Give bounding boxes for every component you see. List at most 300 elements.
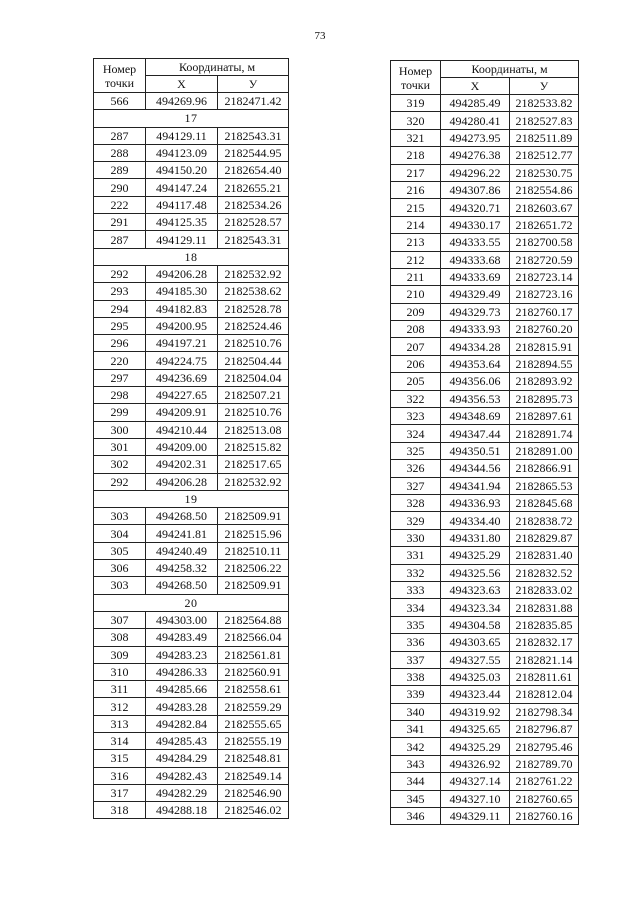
x-coordinate-cell: 494326.92 xyxy=(441,755,510,772)
y-coordinate-cell: 2182554.86 xyxy=(510,181,579,198)
x-coordinate-cell: 494333.69 xyxy=(441,268,510,285)
point-number-cell: 211 xyxy=(391,268,441,285)
point-number-cell: 338 xyxy=(391,668,441,685)
point-number-cell: 335 xyxy=(391,616,441,633)
point-number-cell: 291 xyxy=(94,214,146,231)
point-number-cell: 345 xyxy=(391,790,441,807)
table-row xyxy=(94,715,289,732)
table-row xyxy=(94,473,289,490)
y-coordinate-cell: 2182812.04 xyxy=(510,686,579,703)
y-coordinate-cell: 2182760.16 xyxy=(510,808,579,825)
y-coordinate-cell: 2182833.02 xyxy=(510,581,579,598)
x-coordinate-cell: 494325.56 xyxy=(441,564,510,581)
y-coordinate-cell: 2182513.08 xyxy=(218,421,289,438)
x-coordinate-cell: 494347.44 xyxy=(441,425,510,442)
y-coordinate-cell: 2182831.88 xyxy=(510,599,579,616)
table-row xyxy=(94,196,289,213)
point-number-cell: 208 xyxy=(391,321,441,338)
y-coordinate-cell: 2182511.89 xyxy=(510,129,579,146)
point-number-cell: 346 xyxy=(391,808,441,825)
x-coordinate-cell: 494282.29 xyxy=(146,784,218,801)
table-row xyxy=(391,199,579,216)
y-coordinate-cell: 2182546.90 xyxy=(218,784,289,801)
x-coordinate-cell: 494327.10 xyxy=(441,790,510,807)
x-coordinate-cell: 494323.63 xyxy=(441,581,510,598)
table-row xyxy=(94,162,289,179)
point-number-cell: 290 xyxy=(94,179,146,196)
table-row xyxy=(391,355,579,372)
point-number-cell: 214 xyxy=(391,216,441,233)
y-coordinate-cell: 2182700.58 xyxy=(510,234,579,251)
table-row xyxy=(391,790,579,807)
x-coordinate-cell: 494182.83 xyxy=(146,300,218,317)
point-number-cell: 339 xyxy=(391,686,441,703)
y-coordinate-cell: 2182533.82 xyxy=(510,95,579,112)
y-coordinate-cell: 2182543.31 xyxy=(218,127,289,144)
point-number-cell: 287 xyxy=(94,231,146,248)
table-row xyxy=(391,494,579,511)
point-number-cell: 298 xyxy=(94,387,146,404)
table-row xyxy=(391,95,579,112)
y-coordinate-cell: 2182515.96 xyxy=(218,525,289,542)
y-coordinate-cell: 2182510.76 xyxy=(218,335,289,352)
y-coordinate-cell: 2182504.44 xyxy=(218,352,289,369)
x-coordinate-cell: 494288.18 xyxy=(146,802,218,819)
y-coordinate-cell: 2182829.87 xyxy=(510,529,579,546)
y-coordinate-cell: 2182832.17 xyxy=(510,634,579,651)
table-row xyxy=(94,438,289,455)
table-row xyxy=(94,421,289,438)
x-coordinate-cell: 494307.86 xyxy=(441,181,510,198)
table-row xyxy=(391,303,579,320)
point-number-header-line1: Номер xyxy=(398,63,433,78)
x-coordinate-cell: 494325.03 xyxy=(441,668,510,685)
table-row xyxy=(391,773,579,790)
point-number-cell: 326 xyxy=(391,460,441,477)
table-row xyxy=(94,93,289,110)
y-coordinate-cell: 2182561.81 xyxy=(218,646,289,663)
group-row xyxy=(94,110,289,127)
x-coordinate-cell: 494296.22 xyxy=(441,164,510,181)
table-row xyxy=(391,147,579,164)
y-coordinate-cell: 2182524.46 xyxy=(218,317,289,334)
table-row xyxy=(391,599,579,616)
point-number-cell: 295 xyxy=(94,317,146,334)
point-number-cell: 212 xyxy=(391,251,441,268)
point-number-cell: 300 xyxy=(94,421,146,438)
x-coordinate-cell: 494329.49 xyxy=(441,286,510,303)
x-coordinate-cell: 494341.94 xyxy=(441,477,510,494)
x-coordinate-cell: 494325.29 xyxy=(441,738,510,755)
y-coordinate-cell: 2182509.91 xyxy=(218,508,289,525)
x-coordinate-cell: 494147.24 xyxy=(146,179,218,196)
x-coordinate-cell: 494209.00 xyxy=(146,438,218,455)
table-row xyxy=(391,408,579,425)
point-number-cell: 343 xyxy=(391,755,441,772)
y-coordinate-cell: 2182845.68 xyxy=(510,494,579,511)
table-row xyxy=(94,750,289,767)
x-coordinate-cell: 494273.95 xyxy=(441,129,510,146)
point-number-cell: 209 xyxy=(391,303,441,320)
point-number-cell: 318 xyxy=(94,802,146,819)
x-coordinate-cell: 494129.11 xyxy=(146,127,218,144)
point-number-cell: 321 xyxy=(391,129,441,146)
x-column-header: X xyxy=(146,76,218,93)
y-coordinate-cell: 2182760.17 xyxy=(510,303,579,320)
table-row xyxy=(94,525,289,542)
table-row xyxy=(391,529,579,546)
y-coordinate-cell: 2182559.29 xyxy=(218,698,289,715)
y-coordinate-cell: 2182798.34 xyxy=(510,703,579,720)
table-row xyxy=(391,425,579,442)
point-number-cell: 314 xyxy=(94,732,146,749)
table-row xyxy=(391,721,579,738)
x-coordinate-cell: 494334.40 xyxy=(441,512,510,529)
point-number-cell: 301 xyxy=(94,438,146,455)
y-coordinate-cell: 2182546.02 xyxy=(218,802,289,819)
y-coordinate-cell: 2182789.70 xyxy=(510,755,579,772)
point-number-cell: 309 xyxy=(94,646,146,663)
table-row xyxy=(391,216,579,233)
y-coordinate-cell: 2182558.61 xyxy=(218,681,289,698)
x-coordinate-cell: 494202.31 xyxy=(146,456,218,473)
table-row xyxy=(94,144,289,161)
table-row xyxy=(94,802,289,819)
y-coordinate-cell: 2182865.53 xyxy=(510,477,579,494)
point-number-cell: 213 xyxy=(391,234,441,251)
point-number-cell: 210 xyxy=(391,286,441,303)
point-number-cell: 337 xyxy=(391,651,441,668)
y-coordinate-cell: 2182544.95 xyxy=(218,144,289,161)
table-row xyxy=(391,808,579,825)
x-coordinate-cell: 494285.43 xyxy=(146,732,218,749)
y-coordinate-cell: 2182532.92 xyxy=(218,265,289,282)
x-coordinate-cell: 494117.48 xyxy=(146,196,218,213)
point-number-cell: 303 xyxy=(94,508,146,525)
point-number-cell: 289 xyxy=(94,162,146,179)
table-row xyxy=(94,179,289,196)
point-number-cell: 305 xyxy=(94,542,146,559)
table-row xyxy=(94,317,289,334)
point-number-header-line1: Номер xyxy=(102,61,137,76)
y-coordinate-cell: 2182564.88 xyxy=(218,611,289,628)
y-coordinate-cell: 2182832.52 xyxy=(510,564,579,581)
table-row xyxy=(391,181,579,198)
point-number-cell: 216 xyxy=(391,181,441,198)
table-row xyxy=(391,564,579,581)
x-coordinate-cell: 494333.93 xyxy=(441,321,510,338)
point-number-cell: 222 xyxy=(94,196,146,213)
table-row xyxy=(391,234,579,251)
table-row xyxy=(391,686,579,703)
table-row xyxy=(94,698,289,715)
point-number-cell: 302 xyxy=(94,456,146,473)
coordinates-table-left xyxy=(93,58,289,819)
point-number-cell: 313 xyxy=(94,715,146,732)
table-row xyxy=(391,442,579,459)
x-coordinate-cell: 494268.50 xyxy=(146,577,218,594)
x-coordinate-cell: 494283.49 xyxy=(146,629,218,646)
y-coordinate-cell: 2182532.92 xyxy=(218,473,289,490)
y-coordinate-cell: 2182891.74 xyxy=(510,425,579,442)
table-row xyxy=(94,283,289,300)
point-number-cell: 328 xyxy=(391,494,441,511)
point-number-cell: 332 xyxy=(391,564,441,581)
y-coordinate-cell: 2182831.40 xyxy=(510,547,579,564)
point-number-cell: 206 xyxy=(391,355,441,372)
y-coordinate-cell: 2182897.61 xyxy=(510,408,579,425)
x-coordinate-cell: 494325.29 xyxy=(441,547,510,564)
y-coordinate-cell: 2182517.65 xyxy=(218,456,289,473)
table-row xyxy=(391,703,579,720)
point-number-cell: 288 xyxy=(94,144,146,161)
y-coordinate-cell: 2182894.55 xyxy=(510,355,579,372)
point-number-header-line2: точки xyxy=(104,75,135,90)
point-number-cell: 319 xyxy=(391,95,441,112)
table-row xyxy=(94,611,289,628)
coordinates-header: Координаты, м xyxy=(441,61,579,78)
x-coordinate-cell: 494304.58 xyxy=(441,616,510,633)
y-coordinate-cell: 2182815.91 xyxy=(510,338,579,355)
point-number-cell: 315 xyxy=(94,750,146,767)
table-row xyxy=(94,542,289,559)
table-body-left xyxy=(94,93,289,819)
x-coordinate-cell: 494331.80 xyxy=(441,529,510,546)
point-number-cell: 307 xyxy=(94,611,146,628)
y-coordinate-cell: 2182723.16 xyxy=(510,286,579,303)
y-coordinate-cell: 2182893.92 xyxy=(510,373,579,390)
y-coordinate-cell: 2182528.57 xyxy=(218,214,289,231)
y-coordinate-cell: 2182760.65 xyxy=(510,790,579,807)
x-coordinate-cell: 494282.43 xyxy=(146,767,218,784)
coordinates-header: Координаты, м xyxy=(146,59,289,76)
x-coordinate-cell: 494258.32 xyxy=(146,560,218,577)
table-row xyxy=(391,373,579,390)
group-label: 20 xyxy=(94,594,289,611)
table-row xyxy=(94,646,289,663)
y-coordinate-cell: 2182651.72 xyxy=(510,216,579,233)
y-coordinate-cell: 2182866.91 xyxy=(510,460,579,477)
y-coordinate-cell: 2182510.11 xyxy=(218,542,289,559)
group-row xyxy=(94,490,289,507)
x-coordinate-cell: 494336.93 xyxy=(441,494,510,511)
point-number-cell: 333 xyxy=(391,581,441,598)
table-row xyxy=(94,629,289,646)
x-coordinate-cell: 494325.65 xyxy=(441,721,510,738)
table-row xyxy=(94,560,289,577)
table-row xyxy=(391,129,579,146)
point-number-cell: 296 xyxy=(94,335,146,352)
point-number-cell: 293 xyxy=(94,283,146,300)
point-number-cell: 308 xyxy=(94,629,146,646)
point-number-cell: 312 xyxy=(94,698,146,715)
coordinates-table-right xyxy=(390,60,579,825)
x-coordinate-cell: 494320.71 xyxy=(441,199,510,216)
y-coordinate-cell: 2182720.59 xyxy=(510,251,579,268)
x-coordinate-cell: 494319.92 xyxy=(441,703,510,720)
table-row xyxy=(94,508,289,525)
y-coordinate-cell: 2182603.67 xyxy=(510,199,579,216)
x-coordinate-cell: 494224.75 xyxy=(146,352,218,369)
y-coordinate-cell: 2182555.65 xyxy=(218,715,289,732)
x-coordinate-cell: 494209.91 xyxy=(146,404,218,421)
point-number-cell: 215 xyxy=(391,199,441,216)
x-coordinate-cell: 494329.11 xyxy=(441,808,510,825)
table-row xyxy=(94,300,289,317)
point-number-cell: 334 xyxy=(391,599,441,616)
x-coordinate-cell: 494329.73 xyxy=(441,303,510,320)
point-number-cell: 310 xyxy=(94,663,146,680)
y-coordinate-cell: 2182512.77 xyxy=(510,147,579,164)
point-number-cell: 316 xyxy=(94,767,146,784)
table-row xyxy=(391,512,579,529)
point-number-cell: 311 xyxy=(94,681,146,698)
y-coordinate-cell: 2182515.82 xyxy=(218,438,289,455)
table-row xyxy=(94,767,289,784)
table-row xyxy=(391,581,579,598)
point-number-cell: 306 xyxy=(94,560,146,577)
table-row xyxy=(94,369,289,386)
table-row xyxy=(94,663,289,680)
table-row xyxy=(391,390,579,407)
group-row xyxy=(94,248,289,265)
table-row xyxy=(94,335,289,352)
x-coordinate-cell: 494286.33 xyxy=(146,663,218,680)
point-number-cell: 299 xyxy=(94,404,146,421)
x-coordinate-cell: 494210.44 xyxy=(146,421,218,438)
point-number-cell: 336 xyxy=(391,634,441,651)
point-number-cell: 205 xyxy=(391,373,441,390)
y-coordinate-cell: 2182838.72 xyxy=(510,512,579,529)
x-coordinate-cell: 494282.84 xyxy=(146,715,218,732)
point-number-cell: 297 xyxy=(94,369,146,386)
table-row xyxy=(94,231,289,248)
point-number-header-line2: точки xyxy=(400,77,431,92)
x-coordinate-cell: 494323.34 xyxy=(441,599,510,616)
y-coordinate-cell: 2182549.14 xyxy=(218,767,289,784)
point-number-cell: 292 xyxy=(94,473,146,490)
x-coordinate-cell: 494206.28 xyxy=(146,473,218,490)
point-number-cell: 294 xyxy=(94,300,146,317)
y-coordinate-cell: 2182543.31 xyxy=(218,231,289,248)
x-coordinate-cell: 494356.53 xyxy=(441,390,510,407)
table-row xyxy=(94,127,289,144)
x-coordinate-cell: 494348.69 xyxy=(441,408,510,425)
table-row xyxy=(391,460,579,477)
table-row xyxy=(391,164,579,181)
x-coordinate-cell: 494327.55 xyxy=(441,651,510,668)
point-number-cell: 331 xyxy=(391,547,441,564)
x-coordinate-cell: 494241.81 xyxy=(146,525,218,542)
point-number-cell: 323 xyxy=(391,408,441,425)
x-coordinate-cell: 494240.49 xyxy=(146,542,218,559)
y-coordinate-cell: 2182507.21 xyxy=(218,387,289,404)
point-number-cell: 317 xyxy=(94,784,146,801)
y-coordinate-cell: 2182560.91 xyxy=(218,663,289,680)
table-row xyxy=(391,738,579,755)
table-row xyxy=(94,732,289,749)
x-coordinate-cell: 494285.49 xyxy=(441,95,510,112)
x-coordinate-cell: 494350.51 xyxy=(441,442,510,459)
x-coordinate-cell: 494280.41 xyxy=(441,112,510,129)
y-coordinate-cell: 2182723.14 xyxy=(510,268,579,285)
x-coordinate-cell: 494123.09 xyxy=(146,144,218,161)
table-row xyxy=(94,577,289,594)
x-coordinate-cell: 494185.30 xyxy=(146,283,218,300)
y-coordinate-cell: 2182534.26 xyxy=(218,196,289,213)
y-coordinate-cell: 2182796.87 xyxy=(510,721,579,738)
x-coordinate-cell: 494334.28 xyxy=(441,338,510,355)
table-row xyxy=(391,286,579,303)
x-coordinate-cell: 494276.38 xyxy=(441,147,510,164)
point-number-cell: 304 xyxy=(94,525,146,542)
x-coordinate-cell: 494323.44 xyxy=(441,686,510,703)
x-coordinate-cell: 494150.20 xyxy=(146,162,218,179)
x-coordinate-cell: 494285.66 xyxy=(146,681,218,698)
y-column-header: У xyxy=(218,76,289,93)
table-row xyxy=(94,456,289,473)
group-label: 17 xyxy=(94,110,289,127)
table-body-right xyxy=(391,95,579,825)
point-number-header xyxy=(94,59,146,93)
point-number-cell: 287 xyxy=(94,127,146,144)
x-coordinate-cell: 494330.17 xyxy=(441,216,510,233)
y-column-header: У xyxy=(510,78,579,95)
x-coordinate-cell: 494356.06 xyxy=(441,373,510,390)
point-number-cell: 566 xyxy=(94,93,146,110)
table-row xyxy=(391,338,579,355)
table-row xyxy=(94,352,289,369)
y-coordinate-cell: 2182835.85 xyxy=(510,616,579,633)
point-number-cell: 325 xyxy=(391,442,441,459)
x-coordinate-cell: 494200.95 xyxy=(146,317,218,334)
y-coordinate-cell: 2182510.76 xyxy=(218,404,289,421)
y-coordinate-cell: 2182548.81 xyxy=(218,750,289,767)
x-coordinate-cell: 494333.55 xyxy=(441,234,510,251)
table-row xyxy=(94,214,289,231)
y-coordinate-cell: 2182509.91 xyxy=(218,577,289,594)
point-number-cell: 342 xyxy=(391,738,441,755)
x-coordinate-cell: 494344.56 xyxy=(441,460,510,477)
y-coordinate-cell: 2182654.40 xyxy=(218,162,289,179)
y-coordinate-cell: 2182655.21 xyxy=(218,179,289,196)
x-coordinate-cell: 494206.28 xyxy=(146,265,218,282)
y-coordinate-cell: 2182528.78 xyxy=(218,300,289,317)
point-number-cell: 341 xyxy=(391,721,441,738)
table-row xyxy=(94,404,289,421)
y-coordinate-cell: 2182811.61 xyxy=(510,668,579,685)
table-row xyxy=(94,784,289,801)
page-number: 73 xyxy=(314,30,326,42)
y-coordinate-cell: 2182821.14 xyxy=(510,651,579,668)
table-row xyxy=(391,668,579,685)
point-number-cell: 320 xyxy=(391,112,441,129)
table-row xyxy=(391,616,579,633)
x-coordinate-cell: 494284.29 xyxy=(146,750,218,767)
x-coordinate-cell: 494197.21 xyxy=(146,335,218,352)
x-coordinate-cell: 494283.28 xyxy=(146,698,218,715)
point-number-cell: 292 xyxy=(94,265,146,282)
table-row xyxy=(94,265,289,282)
point-number-cell: 322 xyxy=(391,390,441,407)
y-coordinate-cell: 2182471.42 xyxy=(218,93,289,110)
y-coordinate-cell: 2182504.04 xyxy=(218,369,289,386)
x-column-header: X xyxy=(441,78,510,95)
x-coordinate-cell: 494236.69 xyxy=(146,369,218,386)
point-number-cell: 207 xyxy=(391,338,441,355)
table-row xyxy=(391,634,579,651)
point-number-cell: 330 xyxy=(391,529,441,546)
